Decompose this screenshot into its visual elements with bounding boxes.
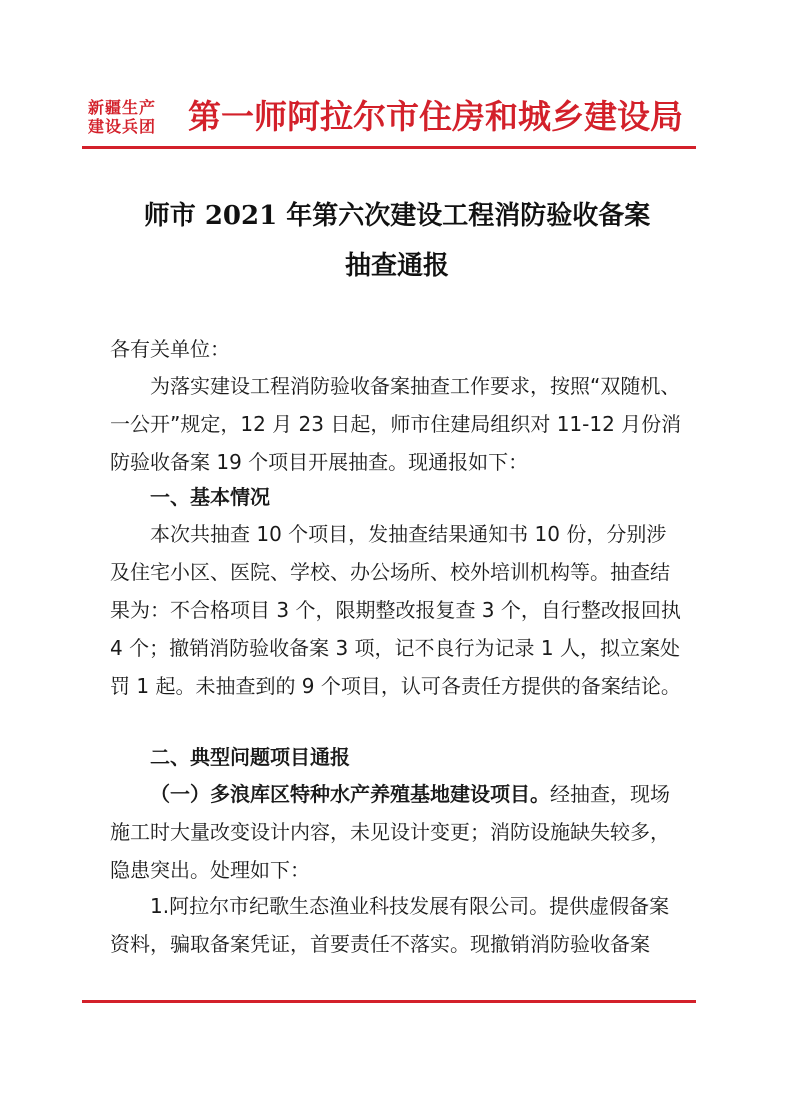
section-heading-1: 一、基本情况 [150,485,270,509]
paragraph-basic-info: 本次共抽查 10 个项目，发抽查结果通知书 10 份，分别涉及住宅小区、医院、学校、办公场所、校外培训机构等。抽查结果为：不合格项目 3 个，限期整改报复查 3 个，自行整改报回执 4 个；撤销消防验收备案 3 项，记不良行为记录 1 人，拟立案处罚 1 起。未抽查到的 9 个项目，认可各责任方提供的备案结论。 [110,522,681,698]
document-title-line1: 师市 2021 年第六次建设工程消防验收备案 [143,201,651,231]
project-1-title: （一）多浪库区特种水产养殖基地建设项目。 [150,782,550,806]
org-short-name [88,98,178,136]
footer-divider [82,1000,696,1003]
greeting: 各有关单位： [110,337,230,361]
letterhead-divider [82,146,696,149]
org-short-line2: 建设兵团 [88,117,157,136]
project-1-details: 经抽查，现场施工时大量改变设计内容，未见设计变更；消防设施缺失较多，隐患突出。处理如下： [110,782,670,882]
org-short-line1: 新疆生产 [88,98,157,117]
section-heading-2: 二、典型问题项目通报 [150,745,350,769]
paragraph-handling-1: 1.阿拉尔市纪歌生态渔业科技发展有限公司。提供虚假备案资料，骗取备案凭证，首要责任不落实。现撤销消防验收备案 [110,894,670,956]
org-full-name: 第一师阿拉尔市住房和城乡建设局 [188,97,683,136]
paragraph-intro: 为落实建设工程消防验收备案抽查工作要求，按照“双随机、一公开”规定，12 月 23 日起，师市住建局组织对 11-12 月份消防验收备案 19 个项目开展抽查。现通报如下： [110,374,682,474]
document-title-line2: 抽查通报 [344,251,449,281]
paragraph-project-1 [110,775,686,889]
letterhead [88,96,708,142]
